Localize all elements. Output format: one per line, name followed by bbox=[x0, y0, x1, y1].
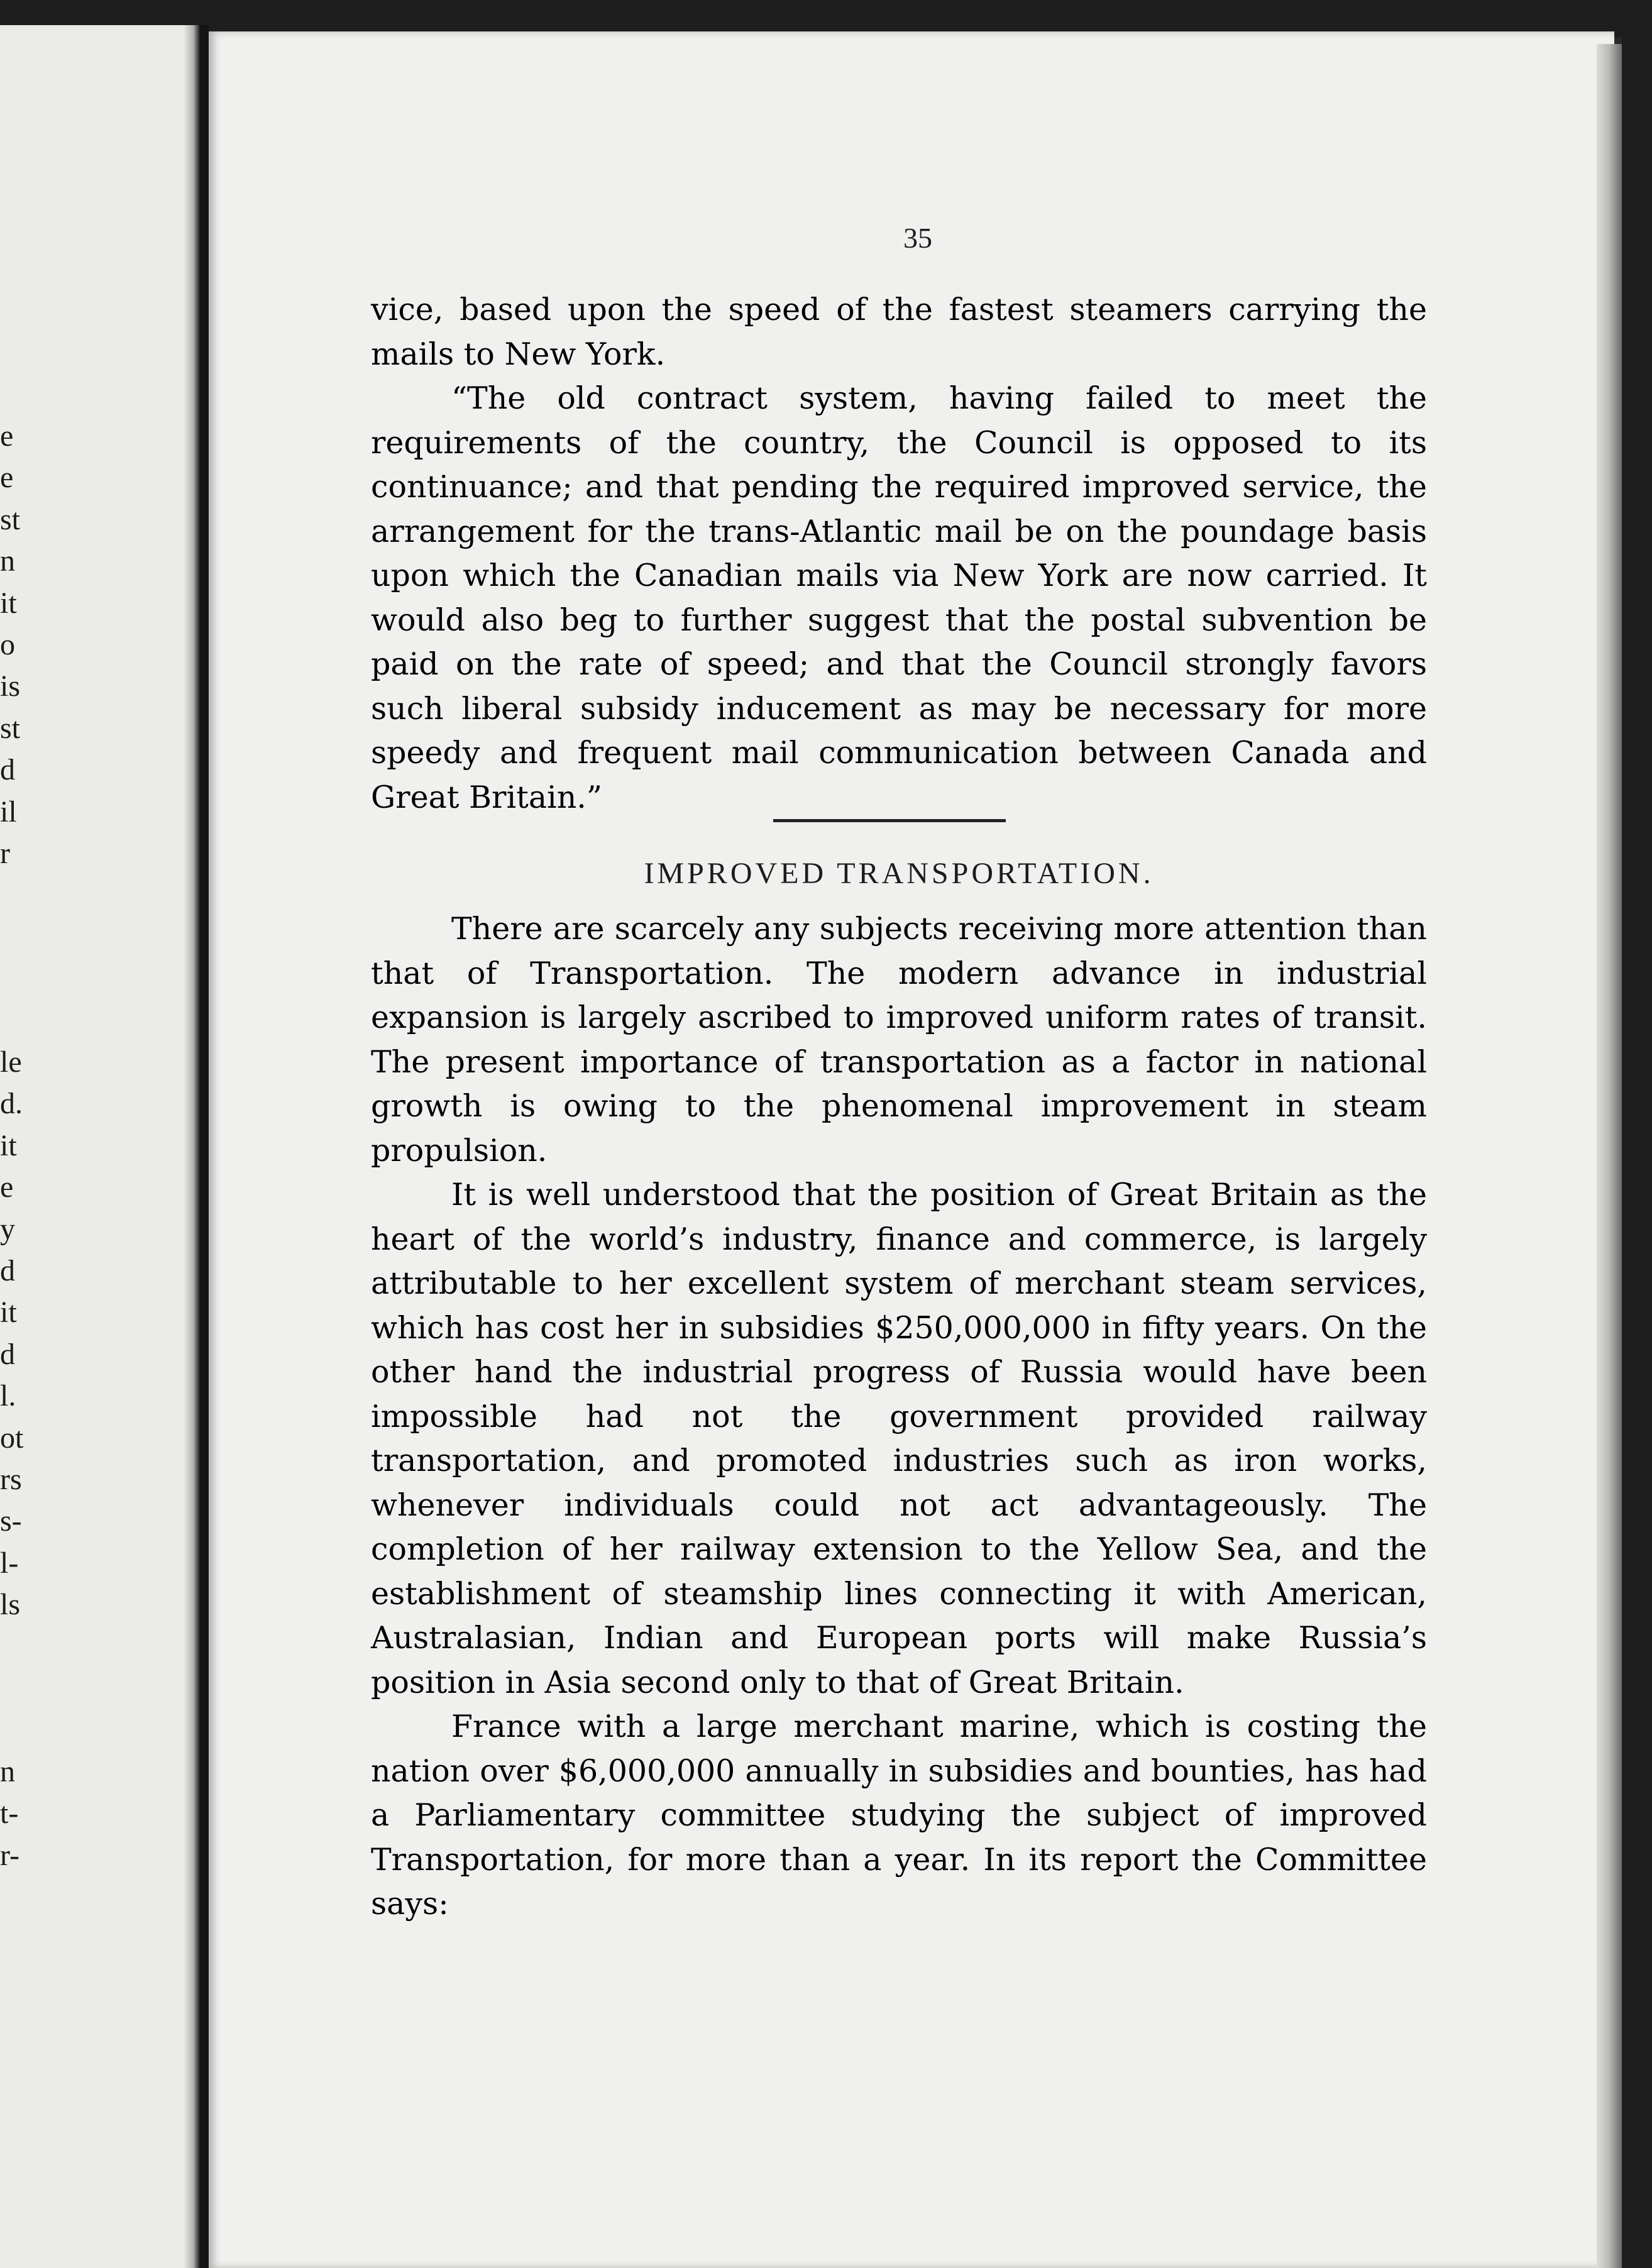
page-right-edge bbox=[1597, 44, 1622, 2268]
paragraph-council-quote: “The old contract system, having failed to meet the requirements of the country, the Council is opposed to its continuance; and that pending the required improved service, the arrangement for the trans-Atlantic mail be on the poundage basis upon which the Canadian mails via New York are now carried. It would also beg to further suggest that the postal subvention be paid on the rate of speed; and that the Council strongly favors such liberal subsidy inducement as may be necessary for more speedy and frequent mail communication between Canada and Great Britain.” bbox=[371, 380, 1427, 815]
facing-page-fragment: l- bbox=[0, 1546, 19, 1580]
facing-page-fragment: e bbox=[0, 461, 14, 495]
paragraph-great-britain-russia: It is well understood that the position of Great Britain as the heart of the world’s industry, finance and commerce, is largely attributable to her excellent system of merchant steam services, which has cost her in subsidies $250,000,000 in fifty years. On the other hand the industrial progress of Russia would have been impossible had not the government provided railway transportation, and promoted industries such as iron works, whenever individuals could not act advantageously. The completion of her railway extension to the Yellow Sea, and the establishment of steamship lines connecting it with American, Australasian, Indian and European ports will make Russia’s position in Asia second only to that of Great Britain. bbox=[371, 1177, 1427, 1700]
facing-page-fragment: rs bbox=[0, 1463, 22, 1496]
facing-page-fragment: ot bbox=[0, 1421, 24, 1455]
section-body bbox=[371, 907, 1427, 1927]
facing-page-fragment: r bbox=[0, 837, 10, 870]
paragraph-transportation-intro: There are scarcely any subjects receiving more attention than that of Transportation. The modern advance in industrial expansion is largely ascribed to improved uniform rates of transit. The present importance of transportation as a factor in national growth is owing to the phenomenal improvement in steam propulsion. bbox=[371, 911, 1427, 1169]
facing-page-fragment: l. bbox=[0, 1379, 16, 1413]
facing-page-fragment: d. bbox=[0, 1087, 23, 1121]
continued-text-block bbox=[371, 288, 1427, 820]
facing-page-fragment: it bbox=[0, 586, 17, 620]
facing-page-fragment: st bbox=[0, 502, 21, 536]
facing-page-fragment: y bbox=[0, 1212, 15, 1246]
facing-page-fragment: le bbox=[0, 1045, 22, 1079]
facing-page-fragment: s- bbox=[0, 1504, 22, 1538]
facing-page-fragment: e bbox=[0, 419, 14, 453]
paragraph-continued: vice, based upon the speed of the fastest steamers carrying the mails to New York. bbox=[371, 292, 1427, 372]
facing-page-fragment: t- bbox=[0, 1797, 19, 1830]
section-divider-rule bbox=[773, 819, 1006, 822]
facing-page-fragment: d bbox=[0, 753, 15, 787]
facing-page-fragment: st bbox=[0, 711, 21, 745]
facing-page-fragment: d bbox=[0, 1337, 15, 1371]
facing-page-fragment: il bbox=[0, 795, 17, 828]
facing-page-fragment: it bbox=[0, 1296, 17, 1329]
book-gutter bbox=[200, 25, 209, 2268]
facing-page-edge bbox=[0, 25, 200, 2268]
facing-page-fragment: n bbox=[0, 1754, 15, 1788]
scan-right-band bbox=[1622, 0, 1652, 2268]
facing-page-fragment: e bbox=[0, 1170, 14, 1204]
facing-page-fragment: r- bbox=[0, 1838, 20, 1872]
facing-page-fragment: ls bbox=[0, 1588, 21, 1622]
facing-page-fragment: it bbox=[0, 1128, 17, 1162]
facing-page-fragment: d bbox=[0, 1254, 15, 1287]
gutter-shadow bbox=[184, 25, 200, 2268]
page-number: 35 bbox=[903, 222, 932, 254]
section-heading: IMPROVED TRANSPORTATION. bbox=[644, 857, 1154, 890]
facing-page-fragment: n bbox=[0, 544, 15, 578]
facing-page-fragment: is bbox=[0, 669, 21, 703]
paragraph-france: France with a large merchant marine, which is costing the nation over $6,000,000 annually in subsidies and bounties, has had a Parliamentary committee studying the subject of improved Transportation, for more than a year. In its report the Committee says: bbox=[371, 1709, 1427, 1922]
facing-page-fragment: o bbox=[0, 628, 15, 661]
